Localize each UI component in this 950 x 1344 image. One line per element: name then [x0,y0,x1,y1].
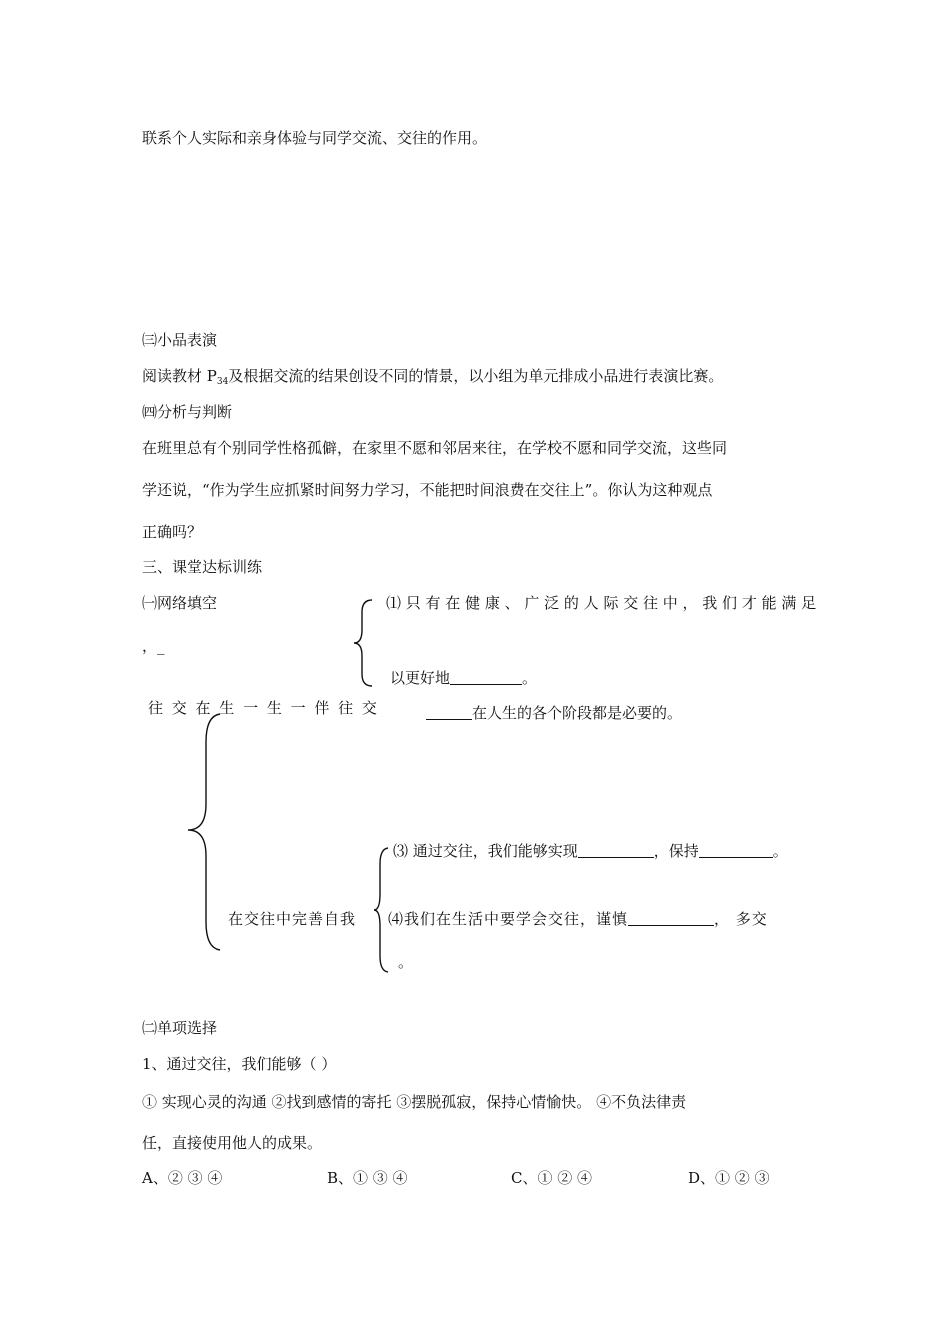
network-item-1-text: 以更好地 [390,669,451,687]
part-3-heading: 三、课堂达标训练 [142,558,263,576]
network-stray-mark: ，_ [142,637,165,655]
section-4-line-1: 在班里总有个别同学性格孤僻，在家里不愿和邻居来往，在学校不愿和同学交流，这些同 [142,439,728,457]
single-choice-heading: ㈡单项选择 [142,1019,218,1037]
blank [450,668,522,685]
network-item-3-mid: ，保持 [653,842,699,860]
section-4-line-2: 学还说，“作为学生应抓紧时间努力学习，不能把时间浪费在交往上”。你认为这种观点 [142,481,713,499]
network-item-1-line-2 [390,668,537,688]
network-item-2 [426,703,682,723]
question-1-option-c: C、① ② ④ [511,1169,593,1187]
network-item-3 [393,841,788,861]
network-root-label: 往 交 在 生 一 生 一 伴 往 交 [148,699,379,717]
section-3-text [142,366,723,392]
blank [699,841,773,858]
intro-line: 联系个人实际和亲身体验与同学交流、交往的作用。 [142,129,488,147]
section-3-text-sub: 34 [216,377,229,387]
question-1-option-a: A、② ③ ④ [142,1169,223,1187]
section-3-text-a: 阅读教材 P [142,367,217,385]
question-1-option-b: B、① ③ ④ [327,1169,408,1187]
blank [426,703,472,720]
network-branch-2-label: 在交往中完善自我 [228,910,357,928]
network-item-4-end: 。 [398,953,414,971]
network-item-3-text: ⑶ 通过交往，我们能够实现 [393,842,578,860]
section-3-text-b: 及根据交流的结果创设不同的情景，以小组为单元排成小品进行表演比赛。 [228,367,724,385]
question-1-items-line-2: 任，直接使用他人的成果。 [142,1134,323,1152]
section-4-heading: ㈣分析与判断 [142,403,233,421]
network-item-4 [388,909,768,929]
network-item-4-mid: ， 多交 [714,910,768,928]
network-item-1-end: 。 [522,669,538,687]
blank [628,909,714,926]
network-item-3-end: 。 [772,842,788,860]
section-4-line-3: 正确吗？ [142,523,203,541]
brace-top [352,598,376,688]
question-1-option-d: D、① ② ③ [688,1169,770,1187]
network-item-2-text: 在人生的各个阶段都是必要的。 [472,704,683,722]
network-item-4-text: ⑷我们在生活中要学会交往，谨慎 [388,910,629,928]
network-heading: ㈠网络填空 [142,594,218,612]
brace-main [184,712,224,952]
question-1-items-line-1: ① 实现心灵的沟通 ②找到感情的寄托 ③摆脱孤寂，保持心情愉快。 ④不负法律责 [142,1093,687,1111]
network-item-1-line-1: ⑴ 只 有 在 健 康 、 广 泛 的 人 际 交 往 中 ， 我 们 才 能 满 足 [386,594,817,612]
blank [578,841,654,858]
question-1-stem: 1、通过交往，我们能够（ ） [142,1055,337,1073]
section-3-heading: ㈢小品表演 [142,331,218,349]
